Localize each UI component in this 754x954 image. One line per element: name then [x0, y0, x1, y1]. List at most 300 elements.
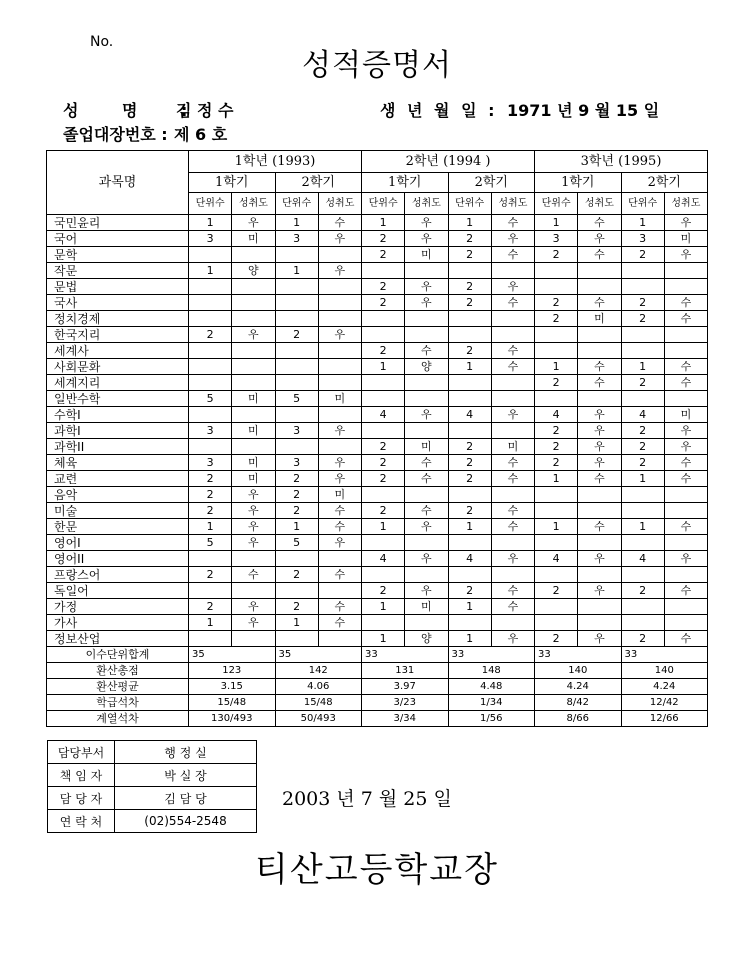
summary-value: 1/34: [448, 695, 535, 711]
units-cell: 1: [275, 615, 318, 631]
units-cell: 1: [448, 215, 491, 231]
units-cell: [448, 375, 491, 391]
units-cell: 3: [275, 423, 318, 439]
achievement-cell: 수: [664, 631, 707, 647]
units-cell: 1: [362, 599, 405, 615]
semester-header: 2학기: [275, 173, 362, 193]
units-cell: 5: [275, 535, 318, 551]
units-cell: 2: [448, 343, 491, 359]
units-cell: [621, 599, 664, 615]
achievement-cell: 미: [232, 455, 275, 471]
units-cell: 2: [362, 231, 405, 247]
semester-header: 2학기: [621, 173, 708, 193]
subject-row: [47, 311, 708, 327]
achievement-cell: 우: [318, 231, 361, 247]
units-cell: 1: [275, 263, 318, 279]
units-cell: 1: [275, 519, 318, 535]
units-cell: [448, 615, 491, 631]
units-cell: 2: [189, 327, 232, 343]
achievement-cell: [318, 359, 361, 375]
achievement-cell: 우: [664, 247, 707, 263]
units-cell: [448, 567, 491, 583]
units-cell: 3: [189, 455, 232, 471]
units-cell: 1: [535, 359, 578, 375]
achievement-cell: 수: [664, 455, 707, 471]
units-cell: 1: [362, 631, 405, 647]
units-cell: 2: [448, 231, 491, 247]
units-cell: [448, 423, 491, 439]
units-cell: 1: [448, 599, 491, 615]
units-cell: [275, 631, 318, 647]
semester-header: 1학기: [535, 173, 622, 193]
achievement-cell: 수: [405, 471, 448, 487]
achievement-cell: 우: [664, 439, 707, 455]
achievement-cell: [578, 391, 621, 407]
achievement-cell: 우: [405, 519, 448, 535]
subject-row: [47, 567, 708, 583]
achievement-cell: 수: [664, 519, 707, 535]
achievement-cell: 우: [405, 295, 448, 311]
units-cell: 1: [535, 519, 578, 535]
units-cell: 1: [189, 215, 232, 231]
achievement-cell: 우: [491, 279, 534, 295]
summary-value: 8/42: [535, 695, 622, 711]
subject-name: 정치경제: [47, 311, 189, 327]
achievement-cell: 우: [232, 615, 275, 631]
summary-value: 4.48: [448, 679, 535, 695]
achievement-cell: 수: [491, 295, 534, 311]
achievement-cell: [318, 311, 361, 327]
units-cell: [189, 247, 232, 263]
achievement-cell: [318, 295, 361, 311]
units-cell: [362, 615, 405, 631]
achievement-cell: 수: [664, 295, 707, 311]
units-cell: 4: [362, 551, 405, 567]
units-cell: [535, 487, 578, 503]
achievement-cell: 미: [232, 391, 275, 407]
achievement-cell: 우: [578, 439, 621, 455]
units-cell: 1: [535, 471, 578, 487]
achievement-column-header: 성취도: [318, 193, 361, 215]
units-cell: 1: [189, 615, 232, 631]
units-cell: [189, 551, 232, 567]
units-cell: [448, 391, 491, 407]
subject-row: [47, 215, 708, 231]
summary-row: [47, 695, 708, 711]
achievement-cell: 우: [318, 455, 361, 471]
achievement-cell: 수: [318, 567, 361, 583]
units-cell: 2: [362, 279, 405, 295]
units-cell: [275, 295, 318, 311]
subject-row: [47, 295, 708, 311]
achievement-cell: 수: [491, 247, 534, 263]
subject-row: [47, 535, 708, 551]
subject-name: 작문: [47, 263, 189, 279]
subject-name: 한국지리: [47, 327, 189, 343]
achievement-cell: 수: [318, 215, 361, 231]
subject-name: 정보산업: [47, 631, 189, 647]
achievement-cell: 우: [232, 327, 275, 343]
achievement-cell: 미: [232, 423, 275, 439]
achievement-cell: 미: [405, 247, 448, 263]
achievement-cell: [318, 439, 361, 455]
semester-header: 1학기: [362, 173, 449, 193]
achievement-cell: 양: [232, 263, 275, 279]
birth-date-label: 생 년 월 일 :: [380, 101, 495, 120]
achievement-cell: [405, 263, 448, 279]
achievement-cell: 우: [491, 631, 534, 647]
units-cell: 1: [621, 359, 664, 375]
achievement-cell: 수: [578, 247, 621, 263]
summary-value: 131: [362, 663, 449, 679]
issue-date: 2003 년 7 월 25 일: [282, 788, 452, 810]
subject-row: [47, 519, 708, 535]
units-cell: 2: [448, 471, 491, 487]
units-cell: 2: [448, 279, 491, 295]
units-cell: 1: [621, 519, 664, 535]
achievement-cell: 수: [664, 375, 707, 391]
units-cell: 5: [189, 391, 232, 407]
subject-row: [47, 263, 708, 279]
credit-total-row: [47, 647, 708, 663]
credit-total-value: 33: [621, 647, 708, 663]
units-cell: 2: [189, 599, 232, 615]
achievement-cell: 미: [232, 231, 275, 247]
achievement-cell: [405, 327, 448, 343]
contact-row: [48, 764, 257, 787]
subject-name: 수학I: [47, 407, 189, 423]
subject-name: 음악: [47, 487, 189, 503]
units-cell: 4: [448, 551, 491, 567]
summary-row: [47, 679, 708, 695]
achievement-cell: [578, 487, 621, 503]
units-cell: 2: [621, 423, 664, 439]
units-cell: [362, 311, 405, 327]
units-cell: 2: [448, 247, 491, 263]
achievement-cell: [405, 615, 448, 631]
year-header: 2학년 (1994 ): [362, 151, 535, 173]
subject-header: 과목명: [47, 151, 189, 215]
units-cell: 2: [362, 439, 405, 455]
units-cell: 4: [621, 407, 664, 423]
units-cell: [362, 535, 405, 551]
name-label: 성 명 :: [63, 101, 188, 120]
units-cell: [621, 615, 664, 631]
semester-header: 2학기: [448, 173, 535, 193]
achievement-cell: [664, 279, 707, 295]
units-cell: [275, 311, 318, 327]
units-cell: 4: [621, 551, 664, 567]
units-cell: 4: [448, 407, 491, 423]
units-cell: [535, 599, 578, 615]
units-cell: [621, 263, 664, 279]
achievement-cell: 수: [318, 599, 361, 615]
units-cell: [275, 359, 318, 375]
units-cell: [275, 343, 318, 359]
summary-label: 계열석차: [47, 711, 189, 727]
achievement-cell: [232, 343, 275, 359]
subject-row: [47, 455, 708, 471]
achievement-cell: 미: [232, 471, 275, 487]
achievement-cell: [232, 375, 275, 391]
achievement-cell: [664, 567, 707, 583]
credit-total-label: 이수단위합계: [47, 647, 189, 663]
achievement-cell: [664, 391, 707, 407]
units-cell: 2: [535, 631, 578, 647]
units-cell: 2: [448, 583, 491, 599]
units-cell: 2: [362, 583, 405, 599]
subject-row: [47, 599, 708, 615]
subject-name: 체육: [47, 455, 189, 471]
units-cell: [535, 279, 578, 295]
achievement-cell: 수: [578, 359, 621, 375]
units-cell: [535, 327, 578, 343]
achievement-cell: [405, 311, 448, 327]
achievement-cell: 미: [491, 439, 534, 455]
units-cell: 4: [535, 407, 578, 423]
achievement-cell: [318, 407, 361, 423]
units-cell: 3: [189, 231, 232, 247]
achievement-cell: [578, 599, 621, 615]
achievement-cell: 수: [318, 519, 361, 535]
units-cell: 2: [621, 583, 664, 599]
semester-header: 1학기: [189, 173, 276, 193]
achievement-cell: 수: [664, 311, 707, 327]
subject-name: 미술: [47, 503, 189, 519]
units-cell: 2: [275, 567, 318, 583]
achievement-cell: 수: [405, 503, 448, 519]
units-cell: [448, 311, 491, 327]
subject-row: [47, 247, 708, 263]
subject-name: 영어I: [47, 535, 189, 551]
units-cell: 2: [448, 455, 491, 471]
units-cell: [535, 343, 578, 359]
achievement-cell: 수: [491, 503, 534, 519]
achievement-cell: [232, 311, 275, 327]
units-cell: [448, 487, 491, 503]
summary-value: 1/56: [448, 711, 535, 727]
units-cell: 2: [362, 247, 405, 263]
units-cell: [362, 327, 405, 343]
units-cell: 1: [362, 519, 405, 535]
achievement-cell: [491, 567, 534, 583]
units-cell: [189, 439, 232, 455]
summary-value: 15/48: [275, 695, 362, 711]
summary-label: 학급석차: [47, 695, 189, 711]
subject-row: [47, 583, 708, 599]
achievement-cell: [318, 343, 361, 359]
year-header-row: [47, 151, 708, 173]
contact-label: 연 락 처: [48, 810, 115, 833]
achievement-cell: 우: [318, 423, 361, 439]
achievement-cell: [664, 263, 707, 279]
achievement-cell: 미: [664, 231, 707, 247]
achievement-cell: 우: [664, 423, 707, 439]
units-cell: [362, 487, 405, 503]
achievement-cell: 우: [578, 231, 621, 247]
achievement-cell: 우: [405, 551, 448, 567]
units-cell: 2: [621, 439, 664, 455]
units-cell: 1: [448, 359, 491, 375]
units-cell: [189, 631, 232, 647]
units-cell: 2: [448, 295, 491, 311]
units-cell: 1: [448, 519, 491, 535]
achievement-cell: 수: [232, 567, 275, 583]
units-cell: [362, 263, 405, 279]
summary-value: 3.97: [362, 679, 449, 695]
units-cell: 2: [621, 375, 664, 391]
achievement-cell: [405, 535, 448, 551]
units-cell: [621, 487, 664, 503]
achievement-cell: 우: [232, 599, 275, 615]
contact-table: [47, 740, 257, 833]
achievement-column-header: 성취도: [491, 193, 534, 215]
achievement-cell: [491, 391, 534, 407]
achievement-cell: [491, 327, 534, 343]
contact-value: (02)554-2548: [115, 810, 257, 833]
achievement-cell: 미: [578, 311, 621, 327]
units-cell: 2: [362, 503, 405, 519]
units-cell: 2: [535, 375, 578, 391]
achievement-cell: 수: [491, 583, 534, 599]
student-name: 김 정 수: [176, 101, 234, 120]
school-principal-signature: 티산고등학교장: [255, 850, 499, 890]
achievement-cell: [232, 439, 275, 455]
credit-total-value: 33: [535, 647, 622, 663]
summary-value: 15/48: [189, 695, 276, 711]
units-cell: 5: [189, 535, 232, 551]
units-cell: [189, 343, 232, 359]
achievement-cell: [318, 279, 361, 295]
achievement-cell: 우: [578, 551, 621, 567]
birth-date: 1971 년 9 월 15 일: [507, 101, 660, 120]
contact-value: 박 실 장: [115, 764, 257, 787]
achievement-cell: 우: [232, 487, 275, 503]
achievement-cell: 우: [405, 407, 448, 423]
subject-name: 세계사: [47, 343, 189, 359]
units-cell: [275, 407, 318, 423]
subject-row: [47, 471, 708, 487]
graduation-register-label: 졸업대장번호 :: [63, 125, 168, 144]
units-cell: 2: [275, 599, 318, 615]
achievement-cell: 수: [318, 615, 361, 631]
achievement-cell: [578, 567, 621, 583]
units-cell: 2: [535, 247, 578, 263]
achievement-cell: [664, 343, 707, 359]
achievement-cell: 미: [405, 439, 448, 455]
achievement-cell: 수: [491, 215, 534, 231]
subject-row: [47, 359, 708, 375]
units-cell: 2: [621, 295, 664, 311]
units-cell: 2: [535, 455, 578, 471]
subject-row: [47, 615, 708, 631]
achievement-cell: 우: [491, 551, 534, 567]
achievement-cell: [578, 615, 621, 631]
units-cell: [535, 391, 578, 407]
achievement-cell: [664, 615, 707, 631]
units-cell: 1: [189, 519, 232, 535]
units-cell: [189, 407, 232, 423]
year-header: 1학년 (1993): [189, 151, 362, 173]
subject-name: 과학II: [47, 439, 189, 455]
units-cell: 2: [621, 311, 664, 327]
contact-row: [48, 741, 257, 764]
achievement-cell: [232, 583, 275, 599]
units-column-header: 단위수: [448, 193, 491, 215]
units-cell: 3: [535, 231, 578, 247]
achievement-cell: [664, 599, 707, 615]
summary-label: 환산총점: [47, 663, 189, 679]
achievement-cell: 우: [664, 215, 707, 231]
achievement-cell: [405, 375, 448, 391]
achievement-cell: [664, 535, 707, 551]
units-cell: 2: [621, 247, 664, 263]
achievement-cell: 우: [491, 231, 534, 247]
achievement-cell: 수: [491, 519, 534, 535]
subject-row: [47, 407, 708, 423]
achievement-cell: [405, 567, 448, 583]
units-column-header: 단위수: [189, 193, 232, 215]
units-cell: 3: [275, 231, 318, 247]
subject-name: 국사: [47, 295, 189, 311]
achievement-cell: 양: [405, 359, 448, 375]
achievement-cell: 미: [405, 599, 448, 615]
units-cell: [621, 567, 664, 583]
achievement-cell: 우: [318, 471, 361, 487]
achievement-cell: [664, 487, 707, 503]
achievement-cell: 우: [578, 631, 621, 647]
achievement-cell: [232, 279, 275, 295]
summary-value: 148: [448, 663, 535, 679]
subject-name: 한문: [47, 519, 189, 535]
units-cell: 2: [362, 295, 405, 311]
achievement-cell: [232, 631, 275, 647]
units-cell: 2: [448, 503, 491, 519]
achievement-cell: 우: [405, 231, 448, 247]
summary-value: 12/42: [621, 695, 708, 711]
units-cell: [535, 535, 578, 551]
units-cell: [189, 311, 232, 327]
units-cell: [621, 503, 664, 519]
units-cell: 4: [535, 551, 578, 567]
units-cell: [275, 375, 318, 391]
units-cell: [189, 295, 232, 311]
units-cell: [448, 327, 491, 343]
units-cell: [189, 375, 232, 391]
subject-row: [47, 343, 708, 359]
units-cell: 2: [189, 487, 232, 503]
units-cell: 2: [189, 567, 232, 583]
achievement-cell: 우: [405, 279, 448, 295]
units-cell: 2: [621, 631, 664, 647]
achievement-cell: 수: [491, 471, 534, 487]
achievement-cell: 수: [578, 471, 621, 487]
achievement-cell: [664, 503, 707, 519]
achievement-cell: 수: [578, 375, 621, 391]
achievement-cell: [405, 391, 448, 407]
year-header: 3학년 (1995): [535, 151, 708, 173]
units-cell: [362, 391, 405, 407]
units-cell: 2: [535, 295, 578, 311]
units-cell: 2: [275, 471, 318, 487]
credit-total-value: 33: [362, 647, 449, 663]
grades-table: [46, 150, 708, 727]
subject-name: 과학I: [47, 423, 189, 439]
units-cell: 5: [275, 391, 318, 407]
achievement-cell: 양: [405, 631, 448, 647]
achievement-cell: 수: [405, 455, 448, 471]
units-cell: 3: [275, 455, 318, 471]
